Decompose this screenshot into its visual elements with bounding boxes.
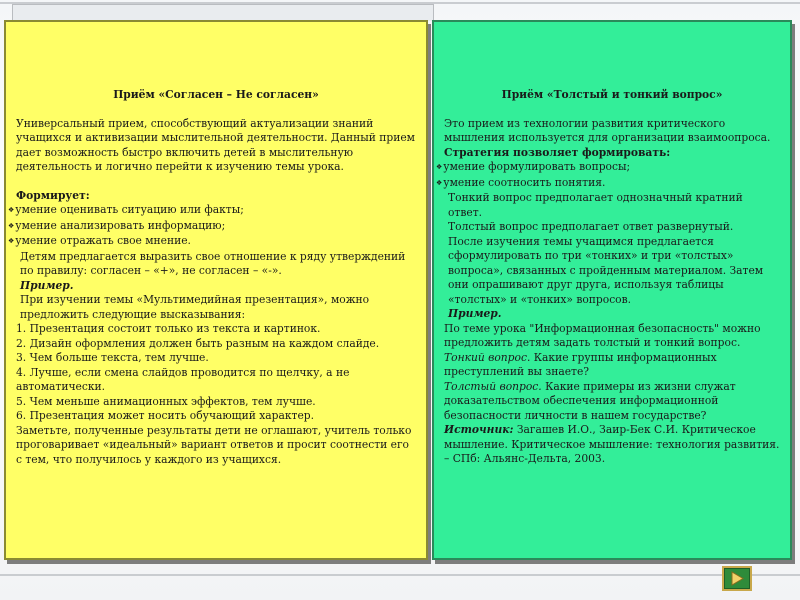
left-forms-list	[16, 203, 416, 250]
left-statements	[16, 322, 416, 424]
list-item: ❖ умение формулировать вопросы;	[436, 160, 780, 176]
right-thin-definition: Тонкий вопрос предполагает однозначный кратний ответ.	[448, 191, 743, 219]
right-after-text: После изучения темы учащимся предлагается сформулировать по три «тонких» и три «толстых» вопроса», связанных с пройденным материалом. Затем они опрашивают друг друга, используя таблицы «толстых» и «тонких» вопросов.	[448, 234, 764, 306]
list-item: ❖ умение отражать свое мнение.	[8, 234, 416, 250]
statement-item: 4. Лучше, если смена слайдов проводится по щелчку, а не автоматически.	[16, 365, 350, 393]
left-panel-title: Приём «Согласен – Не согласен»	[113, 88, 319, 101]
statement-item: 1. Презентация состоит только из текста и картинок.	[16, 322, 321, 335]
right-arrow-icon	[724, 568, 750, 589]
right-intro: Это прием из технологии развития критического мышления используется для организации взаимоопроса.	[444, 116, 771, 144]
right-panel-title: Приём «Толстый и тонкий вопрос»	[501, 88, 723, 101]
list-item: ❖ умение анализировать информацию;	[8, 219, 416, 235]
background-tab-strip	[12, 4, 434, 21]
right-thin-question	[444, 351, 780, 380]
left-task: Детям предлагается выразить свое отношение к ряду утверждений по правилу: согласен – «+», не согласен – «-».	[20, 249, 406, 277]
statement-item: 6. Презентация может носить обучающий характер.	[16, 409, 315, 422]
left-panel	[4, 20, 428, 560]
left-intro: Универсальный прием, способствующий актуализации знаний учащихся и активизации мыслительной деятельности. Данный прием дает возможность быстро включить детей в мыслительную деятельность и логично перейти к изучению темы урока.	[16, 116, 415, 173]
left-example-intro: При изучении темы «Мультимедийная презентация», можно предложить следующие высказывания:	[20, 293, 370, 321]
thin-question-label: Тонкий вопрос.	[444, 350, 531, 364]
left-example-heading: Пример.	[20, 278, 74, 292]
source-text: Загашев И.О., Заир-Бек С.И. Критическое мышление. Критическое мышление: технология развития. – СПб: Альянс-Дельта, 2003.	[444, 423, 780, 465]
thin-question-text: Какие группы информационных преступлений вы знаете?	[444, 350, 717, 378]
right-panel	[432, 20, 792, 560]
list-item: ❖ умение соотносить понятия.	[436, 176, 780, 192]
statement-item: 5. Чем меньше анимационных эффектов, тем лучше.	[16, 394, 316, 408]
bottom-frame-line	[0, 574, 800, 576]
list-item: ❖ умение оценивать ситуацию или факты;	[8, 203, 416, 219]
right-thick-question	[444, 380, 780, 424]
right-strategy-list	[444, 160, 780, 191]
right-source	[444, 423, 780, 467]
statement-item: 3. Чем больше текста, тем лучше.	[16, 351, 209, 364]
thick-question-text: Какие примеры из жизни служат доказательством обеспечения информационной безопасности личности в нашем государстве?	[444, 379, 736, 422]
thick-question-label: Толстый вопрос.	[444, 379, 542, 393]
left-conclusion: Заметьте, полученные результаты дети не оглашают, учитель только проговаривает «идеальный» вариант ответов и просит соотнести его с тем, что получилось у каждого из учащихся.	[16, 423, 412, 466]
right-thick-definition: Толстый вопрос предполагает ответ развернутый.	[448, 220, 734, 233]
left-forms-heading: Формирует:	[16, 188, 90, 202]
statement-item: 2. Дизайн оформления должен быть разным на каждом слайде.	[16, 336, 380, 350]
right-example-text: По теме урока "Информационная безопасность" можно предложить детям задать толстый и тонкий вопрос.	[444, 321, 761, 349]
right-example-heading: Пример.	[448, 307, 502, 320]
source-label: Источник:	[444, 423, 514, 436]
right-strategy-heading: Стратегия позволяет формировать:	[444, 145, 671, 159]
next-slide-button[interactable]	[722, 566, 752, 591]
